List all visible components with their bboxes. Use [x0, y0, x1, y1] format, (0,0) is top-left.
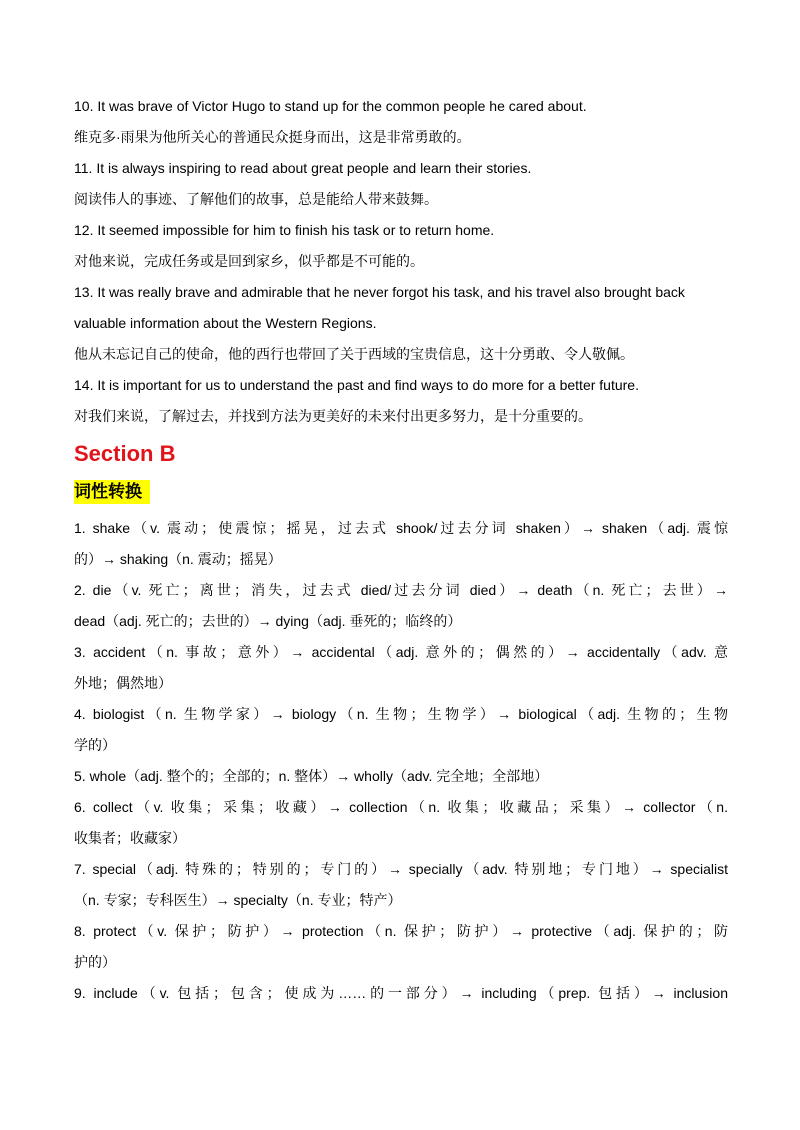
word-family-item-5: [74, 766, 728, 786]
item-line-1: 2. die（v. 死亡；离世；消失，过去式 died/过去分词 died）→ death（n. 死亡；去世）→: [74, 582, 728, 598]
sentence-block-14: [74, 375, 728, 426]
section-title: Section B: [74, 441, 176, 466]
item-line-2: （n. 专家；专科医生）→ specialty（n. 专业；特产）: [74, 892, 402, 908]
item-line-1: 9. include（v. 包括；包含；使成为……的一部分）→ including（prep. 包括）→ inclusion: [74, 985, 728, 1001]
item-line-1: 7. special（adj. 特殊的；特别的；专门的）→ specially（adv. 特别地；专门地）→ specialist: [74, 861, 728, 877]
sentence-block-11: [74, 158, 728, 209]
word-family-item-7: [74, 859, 728, 910]
word-family-item-9: [74, 983, 728, 1003]
item-line-2: dead（adj. 死亡的；去世的）→ dying（adj. 垂死的；临终的）: [74, 613, 462, 629]
item-line-1: 6. collect（v. 收集；采集；收藏）→ collection（n. 收集；收藏品；采集）→ collector（n.: [74, 799, 728, 815]
sentence-zh: 对他来说，完成任务或是回到家乡，似乎都是不可能的。: [74, 253, 424, 269]
sentence-zh: 他从未忘记自己的使命，他的西行也带回了关于西域的宝贵信息，这十分勇敢、令人敬佩。: [74, 346, 634, 362]
word-family-item-2: [74, 580, 728, 631]
item-line-2: 外地；偶然地）: [74, 675, 172, 691]
item-line-1: 4. biologist（n. 生物学家）→ biology（n. 生物；生物学）→ biological（adj. 生物的；生物: [74, 706, 728, 722]
word-family-item-4: [74, 704, 728, 755]
item-line-1: 1. shake（v. 震动；使震惊；摇晃，过去式 shook/过去分词 shaken）→ shaken（adj. 震惊: [74, 520, 728, 536]
sentence-block-12: [74, 220, 728, 271]
word-family-item-6: [74, 797, 728, 848]
item-line-2: 学的）: [74, 737, 116, 753]
sentence-en: 12. It seemed impossible for him to finish his task or to return home.: [74, 222, 495, 238]
section-subheading: 词性转换: [74, 480, 150, 504]
item-line-1: 8. protect（v. 保护；防护）→ protection（n. 保护；防护）→ protective（adj. 保护的；防: [74, 923, 728, 939]
sentence-en: 14. It is important for us to understand the past and find ways to do more for a better future.: [74, 377, 639, 393]
item-line-1: 3. accident（n. 事故；意外）→ accidental（adj. 意外的；偶然的）→ accidentally（adv. 意: [74, 644, 728, 660]
sentence-block-13: [74, 282, 728, 364]
item-line-2: 护的）: [74, 954, 116, 970]
document-page: [74, 96, 728, 1014]
word-family-item-3: [74, 642, 728, 693]
word-family-item-1: [74, 518, 728, 569]
sentence-en: 13. It was really brave and admirable that he never forgot his task, and his travel also brought back: [74, 284, 685, 300]
sentence-en: 11. It is always inspiring to read about great people and learn their stories.: [74, 160, 532, 176]
word-family-item-8: [74, 921, 728, 972]
item-line-2: 收集者；收藏家）: [74, 830, 186, 846]
item-line-1: 5. whole（adj. 整个的；全部的；n. 整体）→ wholly（adv. 完全地；全部地）: [74, 768, 549, 784]
sentence-zh: 维克多·雨果为他所关心的普通民众挺身而出，这是非常勇敢的。: [74, 129, 471, 145]
sentence-block-10: [74, 96, 728, 147]
sentence-zh: 阅读伟人的事迹、了解他们的故事，总是能给人带来鼓舞。: [74, 191, 438, 207]
sentence-en: 10. It was brave of Victor Hugo to stand up for the common people he cared about.: [74, 98, 587, 114]
item-line-2: 的）→ shaking（n. 震动；摇晃）: [74, 551, 282, 567]
sentence-zh: 对我们来说，了解过去，并找到方法为更美好的未来付出更多努力，是十分重要的。: [74, 408, 592, 424]
sentence-en-continued: valuable information about the Western Regions.: [74, 315, 377, 331]
